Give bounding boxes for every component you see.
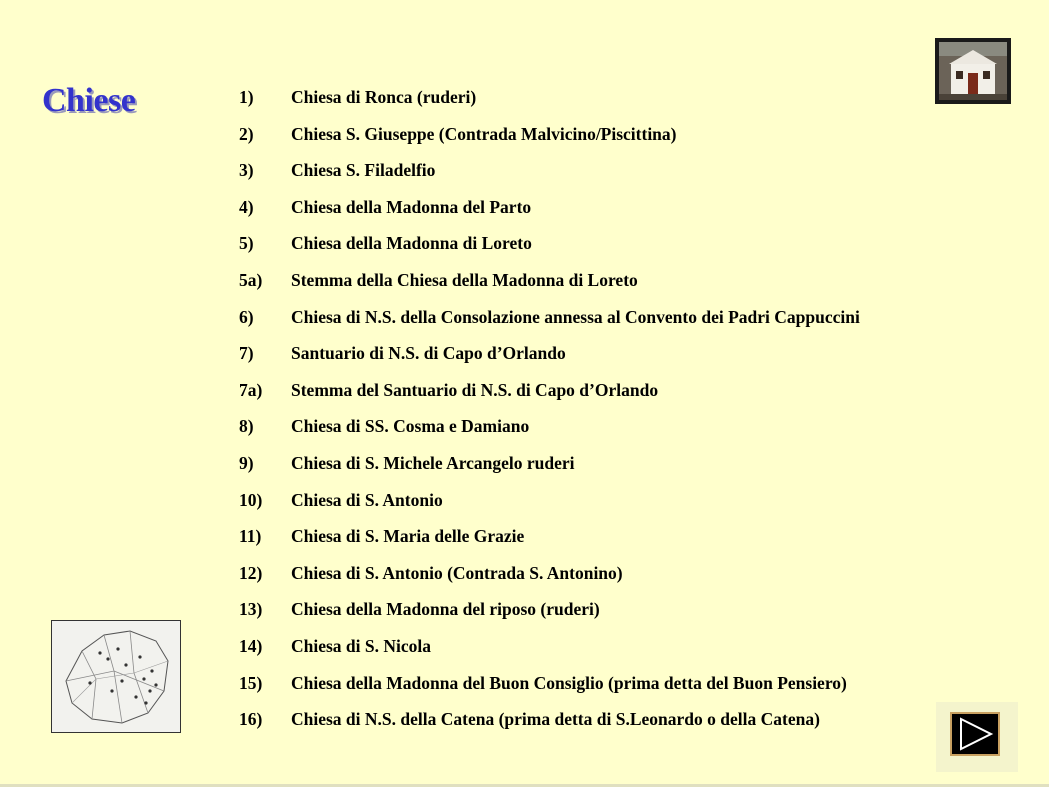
list-item-number: 5a) [239, 269, 263, 290]
list-item-label: Chiesa di S. Michele Arcangelo ruderi [291, 452, 575, 473]
list-item-label: Chiesa di S. Maria delle Grazie [291, 526, 525, 547]
list-item-label: Chiesa di Ronca (ruderi) [291, 87, 477, 107]
list-item [239, 672, 860, 709]
page-title: Chiese [42, 82, 136, 119]
list-item-label: Chiesa della Madonna del Parto [291, 196, 532, 217]
list-item-number: 2) [239, 123, 254, 144]
navigation-area [936, 702, 1018, 772]
list-item [239, 306, 860, 343]
list-item-number: 4) [239, 196, 254, 217]
list-item-number: 12) [239, 562, 263, 583]
list-item [239, 635, 860, 672]
list-item-label: Chiesa S. Giuseppe (Contrada Malvicino/Piscittina) [291, 123, 677, 144]
list-item [239, 415, 860, 452]
list-item-label: Chiesa S. Filadelfio [291, 160, 436, 181]
list-item-number: 10) [239, 489, 263, 510]
list-item [239, 598, 860, 635]
list-item-label: Chiesa di N.S. della Consolazione annessa al Convento dei Padri Cappuccini [291, 306, 860, 327]
list-item-label: Chiesa di SS. Cosma e Damiano [291, 416, 530, 437]
list-item-number: 16) [239, 709, 263, 730]
list-item-number: 1) [239, 87, 254, 107]
list-item-label: Stemma del Santuario di N.S. di Capo d’Orlando [291, 379, 659, 400]
list-item [239, 489, 860, 526]
list-item-number: 6) [239, 306, 254, 327]
list-item-number: 5) [239, 233, 254, 254]
list-item-number: 13) [239, 599, 263, 620]
play-right-icon [952, 714, 998, 754]
list-item-number: 15) [239, 672, 263, 693]
list-item-number: 7a) [239, 379, 263, 400]
list-item [239, 562, 860, 599]
list-item-label: Chiesa di S. Antonio [291, 489, 443, 510]
list-item [239, 232, 860, 269]
list-item-number: 3) [239, 160, 254, 181]
list-item [239, 86, 860, 123]
list-item-number: 9) [239, 452, 254, 473]
list-item [239, 342, 860, 379]
list-item [239, 123, 860, 160]
list-item-number: 7) [239, 343, 254, 364]
list-item-label: Chiesa della Madonna del Buon Consiglio (prima detta del Buon Pensiero) [291, 672, 847, 693]
list-item-number: 11) [239, 526, 262, 547]
list-item-label: Chiesa di S. Antonio (Contrada S. Antonino) [291, 562, 623, 583]
list-item-label: Chiesa della Madonna di Loreto [291, 233, 532, 254]
list-item [239, 379, 860, 416]
church-list [239, 86, 860, 745]
list-item [239, 196, 860, 233]
list-item-label: Chiesa di S. Nicola [291, 635, 432, 656]
next-slide-button[interactable] [950, 712, 1000, 756]
list-item-label: Santuario di N.S. di Capo d’Orlando [291, 343, 566, 364]
list-item-label: Stemma della Chiesa della Madonna di Loreto [291, 269, 638, 290]
list-item [239, 452, 860, 489]
list-item [239, 269, 860, 306]
list-item [239, 525, 860, 562]
list-item-label: Chiesa di N.S. della Catena (prima detta di S.Leonardo o della Catena) [291, 709, 820, 730]
list-item-number: 14) [239, 635, 263, 656]
list-item [239, 159, 860, 196]
list-item-number: 8) [239, 416, 254, 437]
church-photo-icon[interactable] [935, 38, 1011, 104]
map-thumbnail-icon[interactable] [51, 620, 181, 733]
list-item-label: Chiesa della Madonna del riposo (ruderi) [291, 599, 600, 620]
list-item [239, 708, 860, 745]
